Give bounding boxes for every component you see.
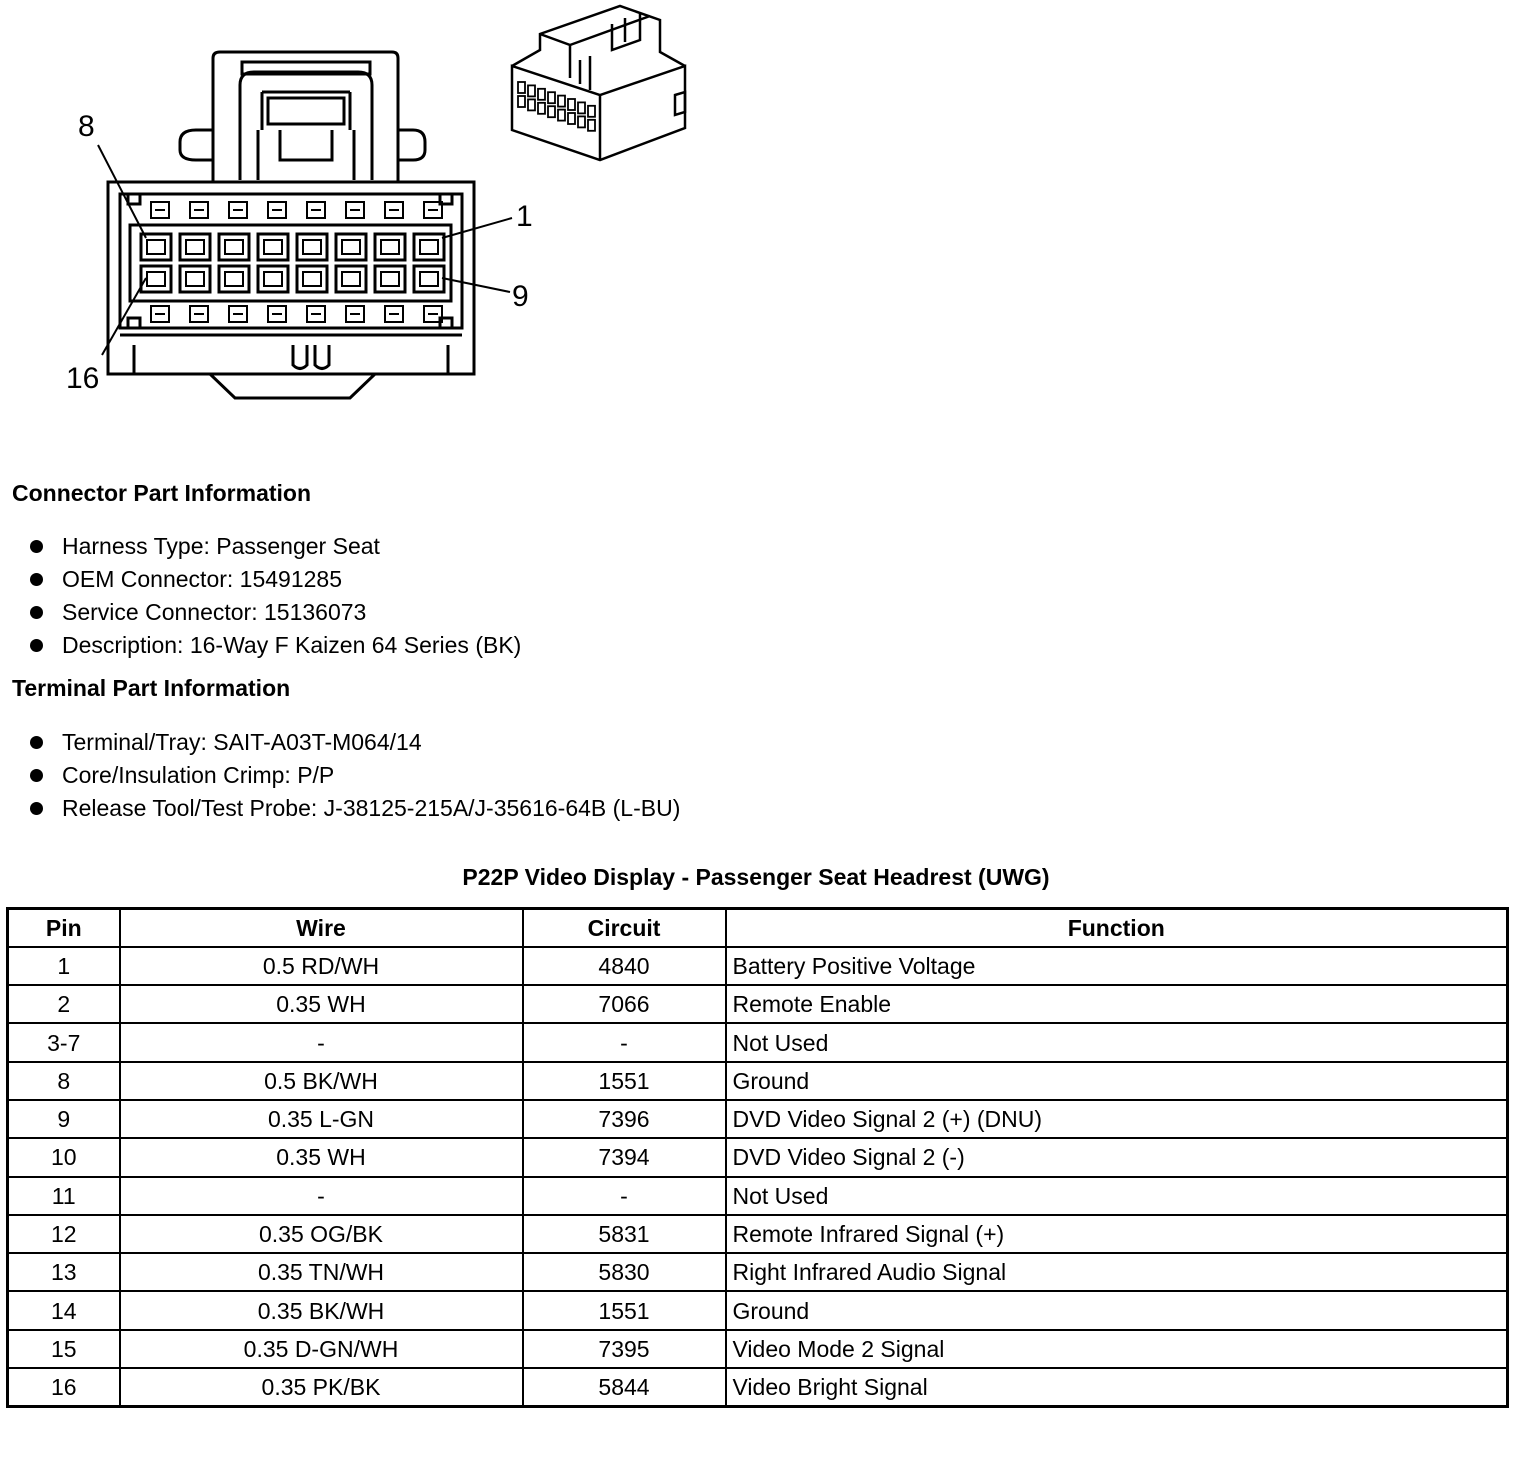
pin-cavity-inner	[225, 272, 243, 286]
list-item	[28, 530, 521, 563]
cell-function: DVD Video Signal 2 (+) (DNU)	[726, 1100, 1508, 1138]
bullet-icon	[30, 769, 43, 782]
table-row	[8, 1062, 1508, 1100]
table-row	[8, 1368, 1508, 1406]
cell-wire: 0.35 WH	[120, 985, 523, 1023]
cell-pin: 2	[8, 985, 120, 1023]
list-item-text: OEM Connector: 15491285	[62, 566, 343, 592]
list-item	[28, 759, 680, 792]
cell-function: Ground	[726, 1291, 1508, 1329]
table-row	[8, 1023, 1508, 1061]
cell-wire: 0.35 BK/WH	[120, 1291, 523, 1329]
list-item-text: Terminal/Tray: SAIT-A03T-M064/14	[62, 729, 422, 755]
pin-cavity-inner	[420, 272, 438, 286]
table-row	[8, 1177, 1508, 1215]
pinout-table	[6, 907, 1509, 1408]
iso-cavity	[568, 113, 575, 124]
table-row	[8, 1330, 1508, 1368]
cell-pin: 14	[8, 1291, 120, 1329]
list-item-text: Description: 16-Way F Kaizen 64 Series (BK)	[62, 632, 522, 658]
pin-cavity	[297, 266, 327, 292]
iso-cavity	[548, 106, 555, 117]
connector-info-heading: Connector Part Information	[12, 480, 312, 506]
cell-circuit: 7394	[523, 1138, 726, 1176]
bullet-icon	[30, 802, 43, 815]
pin-cavity	[258, 266, 288, 292]
connector-key	[210, 374, 375, 398]
list-item-text: Release Tool/Test Probe: J-38125-215A/J-35616-64B (L-BU)	[62, 795, 681, 821]
pin-cavity	[219, 266, 249, 292]
bullet-icon	[30, 736, 43, 749]
iso-cavity	[588, 106, 595, 117]
list-item	[28, 563, 521, 596]
iso-cavity	[588, 120, 595, 131]
list-item-text: Core/Insulation Crimp: P/P	[62, 762, 335, 788]
iso-cavity	[528, 99, 535, 110]
table-row	[8, 947, 1508, 985]
iso-cavity	[578, 116, 585, 127]
pin-cavity	[180, 234, 210, 260]
pin-cavity-inner	[147, 240, 165, 254]
pin-cavity-inner	[342, 240, 360, 254]
pin-cavity-inner	[381, 240, 399, 254]
connector-info-list	[28, 530, 521, 662]
pin-cavity	[336, 234, 366, 260]
column-header-wire: Wire	[120, 909, 523, 947]
bullet-icon	[30, 573, 43, 586]
iso-cavity	[518, 82, 525, 93]
cell-pin: 3-7	[8, 1023, 120, 1061]
cell-function: Not Used	[726, 1023, 1508, 1061]
cell-pin: 9	[8, 1100, 120, 1138]
terminal-info-list	[28, 726, 680, 825]
cell-wire: 0.35 TN/WH	[120, 1253, 523, 1291]
cell-function: Video Bright Signal	[726, 1368, 1508, 1406]
cell-function: Right Infrared Audio Signal	[726, 1253, 1508, 1291]
cell-pin: 15	[8, 1330, 120, 1368]
cell-wire: 0.5 RD/WH	[120, 947, 523, 985]
pin-cavity	[297, 234, 327, 260]
cell-wire: 0.5 BK/WH	[120, 1062, 523, 1100]
pin-cavity	[414, 234, 444, 260]
iso-cavity	[528, 85, 535, 96]
cell-wire: 0.35 OG/BK	[120, 1215, 523, 1253]
table-row	[8, 1291, 1508, 1329]
cell-pin: 16	[8, 1368, 120, 1406]
cell-circuit: 7395	[523, 1330, 726, 1368]
column-header-pin: Pin	[8, 909, 120, 947]
iso-cavity	[568, 99, 575, 110]
cell-function: Remote Enable	[726, 985, 1508, 1023]
pin-cavity	[414, 266, 444, 292]
pin-cavity-inner	[381, 272, 399, 286]
pin-cavity-inner	[420, 240, 438, 254]
callout-line-8	[98, 145, 146, 238]
connector-isometric-view	[512, 6, 685, 160]
cell-pin: 10	[8, 1138, 120, 1176]
pin-cavity	[375, 234, 405, 260]
bullet-icon	[30, 540, 43, 553]
iso-cavity	[558, 96, 565, 107]
pin-cavity	[180, 266, 210, 292]
list-item	[28, 629, 521, 662]
pin-cavity	[219, 234, 249, 260]
cell-circuit: 4840	[523, 947, 726, 985]
list-item-text: Service Connector: 15136073	[62, 599, 367, 625]
pin-cavity-inner	[264, 272, 282, 286]
iso-cavity	[538, 103, 545, 114]
list-item	[28, 792, 680, 825]
cell-circuit: 5831	[523, 1215, 726, 1253]
cell-pin: 12	[8, 1215, 120, 1253]
list-item	[28, 596, 521, 629]
cell-circuit: -	[523, 1177, 726, 1215]
pin-callout-16: 16	[66, 362, 100, 395]
cell-wire: 0.35 WH	[120, 1138, 523, 1176]
cell-function: Remote Infrared Signal (+)	[726, 1215, 1508, 1253]
cell-circuit: 5844	[523, 1368, 726, 1406]
pin-cavity-inner	[342, 272, 360, 286]
cell-pin: 8	[8, 1062, 120, 1100]
cell-wire: 0.35 L-GN	[120, 1100, 523, 1138]
pin-cavity-inner	[186, 240, 204, 254]
connector-diagram	[0, 0, 720, 410]
cell-circuit: 5830	[523, 1253, 726, 1291]
table-row	[8, 1215, 1508, 1253]
bullet-icon	[30, 606, 43, 619]
pin-cavity-inner	[264, 240, 282, 254]
pin-cavity-inner	[303, 272, 321, 286]
cell-function: Video Mode 2 Signal	[726, 1330, 1508, 1368]
iso-cavity	[518, 96, 525, 107]
pin-callout-9: 9	[512, 280, 529, 313]
pin-cavity	[336, 266, 366, 292]
cell-function: Battery Positive Voltage	[726, 947, 1508, 985]
pin-callout-1: 1	[516, 200, 533, 233]
cell-wire: -	[120, 1177, 523, 1215]
cell-function: Ground	[726, 1062, 1508, 1100]
cell-circuit: 1551	[523, 1062, 726, 1100]
cell-circuit: 7396	[523, 1100, 726, 1138]
list-item	[28, 726, 680, 759]
table-row	[8, 985, 1508, 1023]
cell-pin: 11	[8, 1177, 120, 1215]
table-body	[8, 947, 1508, 1407]
table-row	[8, 1138, 1508, 1176]
cell-circuit: 1551	[523, 1291, 726, 1329]
pin-cavity-inner	[303, 240, 321, 254]
cell-function: Not Used	[726, 1177, 1508, 1215]
bullet-icon	[30, 639, 43, 652]
iso-cavity	[548, 92, 555, 103]
terminal-info-heading: Terminal Part Information	[12, 675, 291, 701]
cell-wire: 0.35 D-GN/WH	[120, 1330, 523, 1368]
list-item-text: Harness Type: Passenger Seat	[62, 533, 380, 559]
pin-cavity-inner	[186, 272, 204, 286]
cell-function: DVD Video Signal 2 (-)	[726, 1138, 1508, 1176]
pin-cavity	[258, 234, 288, 260]
cell-wire: 0.35 PK/BK	[120, 1368, 523, 1406]
pin-cavity-inner	[225, 240, 243, 254]
table-header-row	[8, 909, 1508, 947]
cell-wire: -	[120, 1023, 523, 1061]
pin-cavity	[375, 266, 405, 292]
table-row	[8, 1253, 1508, 1291]
iso-cavity	[558, 110, 565, 121]
table-title: P22P Video Display - Passenger Seat Headrest (UWG)	[462, 864, 1050, 890]
cell-pin: 1	[8, 947, 120, 985]
cell-circuit: 7066	[523, 985, 726, 1023]
pin-cavity-inner	[147, 272, 165, 286]
pin-callout-8: 8	[78, 110, 95, 143]
cell-circuit: -	[523, 1023, 726, 1061]
iso-cavity	[578, 102, 585, 113]
column-header-function: Function	[726, 909, 1508, 947]
table-row	[8, 1100, 1508, 1138]
cell-pin: 13	[8, 1253, 120, 1291]
column-header-circuit: Circuit	[523, 909, 726, 947]
iso-cavity	[538, 89, 545, 100]
